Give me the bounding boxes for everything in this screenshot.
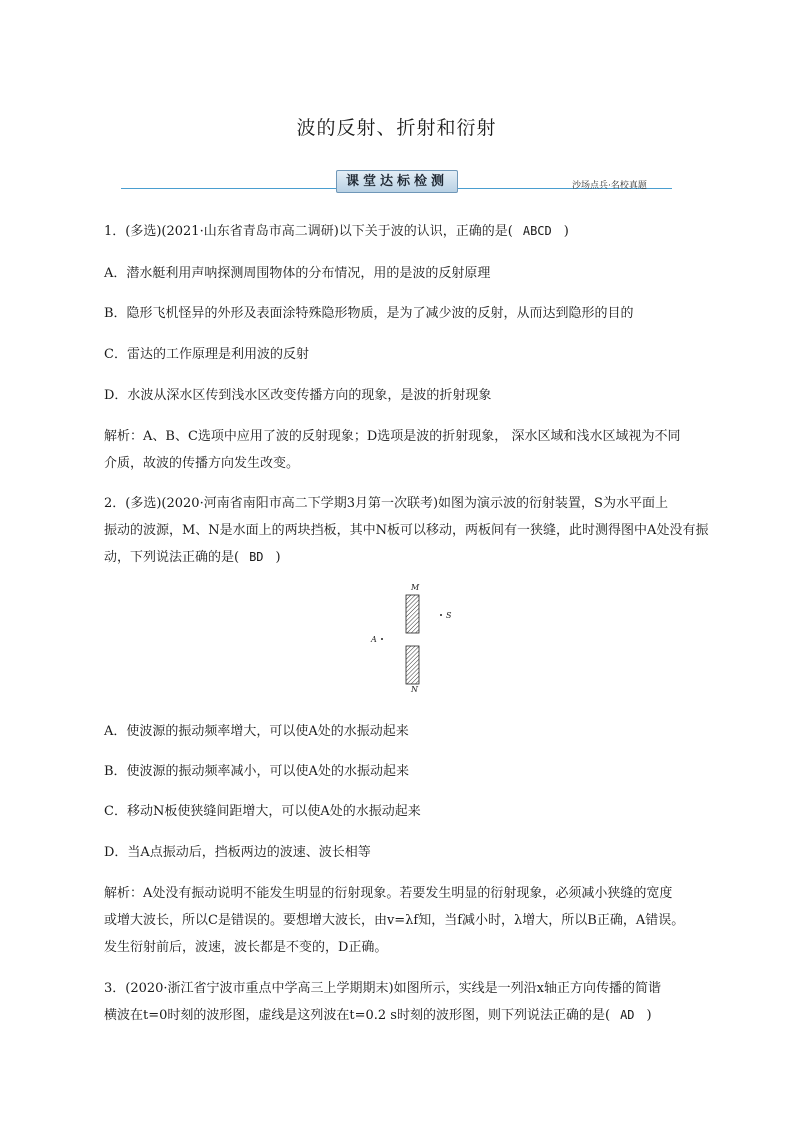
barrier-n bbox=[406, 646, 419, 684]
q2-option-c: C．移动N板使狭缝间距增大，可以使A处的水振动起来 bbox=[104, 804, 421, 819]
source-dot bbox=[440, 614, 442, 616]
q1-answer: ABCD bbox=[522, 224, 552, 238]
q2-analysis-line: 解析：A处没有振动说明不能发生明显的衍射现象。若要发生明显的衍射现象，必须减小狭缝的宽度 bbox=[104, 886, 673, 901]
q3-answer: AD bbox=[620, 1008, 635, 1022]
label-a: A bbox=[371, 635, 377, 644]
banner-caption: 沙场点兵·名校真题 bbox=[572, 181, 647, 191]
q1-analysis-line: 介质，故波的传播方向发生改变。 bbox=[104, 456, 300, 471]
diffraction-figure bbox=[360, 582, 470, 694]
q3-stem-line: 横波在t=0时刻的波形图，虚线是这列波在t=0.2 s时刻的波形图，则下列说法正确的是( AD ) bbox=[104, 1008, 652, 1023]
q2-stem-line: 2．(多选)(2020·河南省南阳市高二下学期3月第一次联考)如图为演示波的衍射装置，S为水平面上 bbox=[104, 496, 668, 511]
page-title: 波的反射、折射和衍射 bbox=[296, 117, 497, 139]
q1-option-d: D．水波从深水区传到浅水区改变传播方向的现象，是波的折射现象 bbox=[104, 388, 492, 403]
q2-option-d: D．当A点振动后，挡板两边的波速、波长相等 bbox=[104, 845, 371, 860]
q2-stem-line: 振动的波源，M、N是水面上的两块挡板，其中N板可以移动，两板间有一狭缝，此时测得图中A处没有振 bbox=[104, 523, 709, 538]
q2-answer: BD bbox=[249, 550, 264, 564]
q2-analysis-line: 或增大波长，所以C是错误的。要想增大波长，由v=λf知，当f减小时，λ增大，所以B正确，A错误。 bbox=[104, 913, 685, 928]
q1-option-a: A．潜水艇利用声呐探测周围物体的分布情况，用的是波的反射原理 bbox=[104, 266, 491, 281]
q3-stem-line: 3．(2020·浙江省宁波市重点中学高三上学期期末)如图所示，实线是一列沿x轴正方向传播的简谐 bbox=[104, 981, 661, 996]
label-s: S bbox=[446, 611, 452, 620]
q2-option-b: B．使波源的振动频率减小，可以使A处的水振动起来 bbox=[104, 764, 409, 779]
barrier-m bbox=[406, 595, 419, 633]
q2-option-a: A．使波源的振动频率增大，可以使A处的水振动起来 bbox=[104, 724, 409, 739]
q1-option-c: C．雷达的工作原理是利用波的反射 bbox=[104, 347, 309, 362]
section-banner: 课堂达标检测 bbox=[336, 170, 458, 193]
point-a-dot bbox=[381, 638, 383, 640]
label-m: M bbox=[411, 583, 420, 592]
q2-analysis-line: 发生衍射前后，波速，波长都是不变的，D正确。 bbox=[104, 940, 388, 955]
q1-analysis-line: 解析：A、B、C选项中应用了波的反射现象；D选项是波的折射现象， 深水区域和浅水区域视为不同 bbox=[104, 429, 681, 444]
q1-option-b: B．隐形飞机怪异的外形及表面涂特殊隐形物质，是为了减少波的反射，从而达到隐形的目的 bbox=[104, 306, 634, 321]
label-n: N bbox=[411, 685, 418, 694]
q2-stem-line: 动，下列说法正确的是( BD ) bbox=[104, 550, 281, 565]
q1-stem: 1．(多选)(2021·山东省青岛市高二调研)以下关于波的认识，正确的是( ABCD ) bbox=[104, 224, 569, 239]
